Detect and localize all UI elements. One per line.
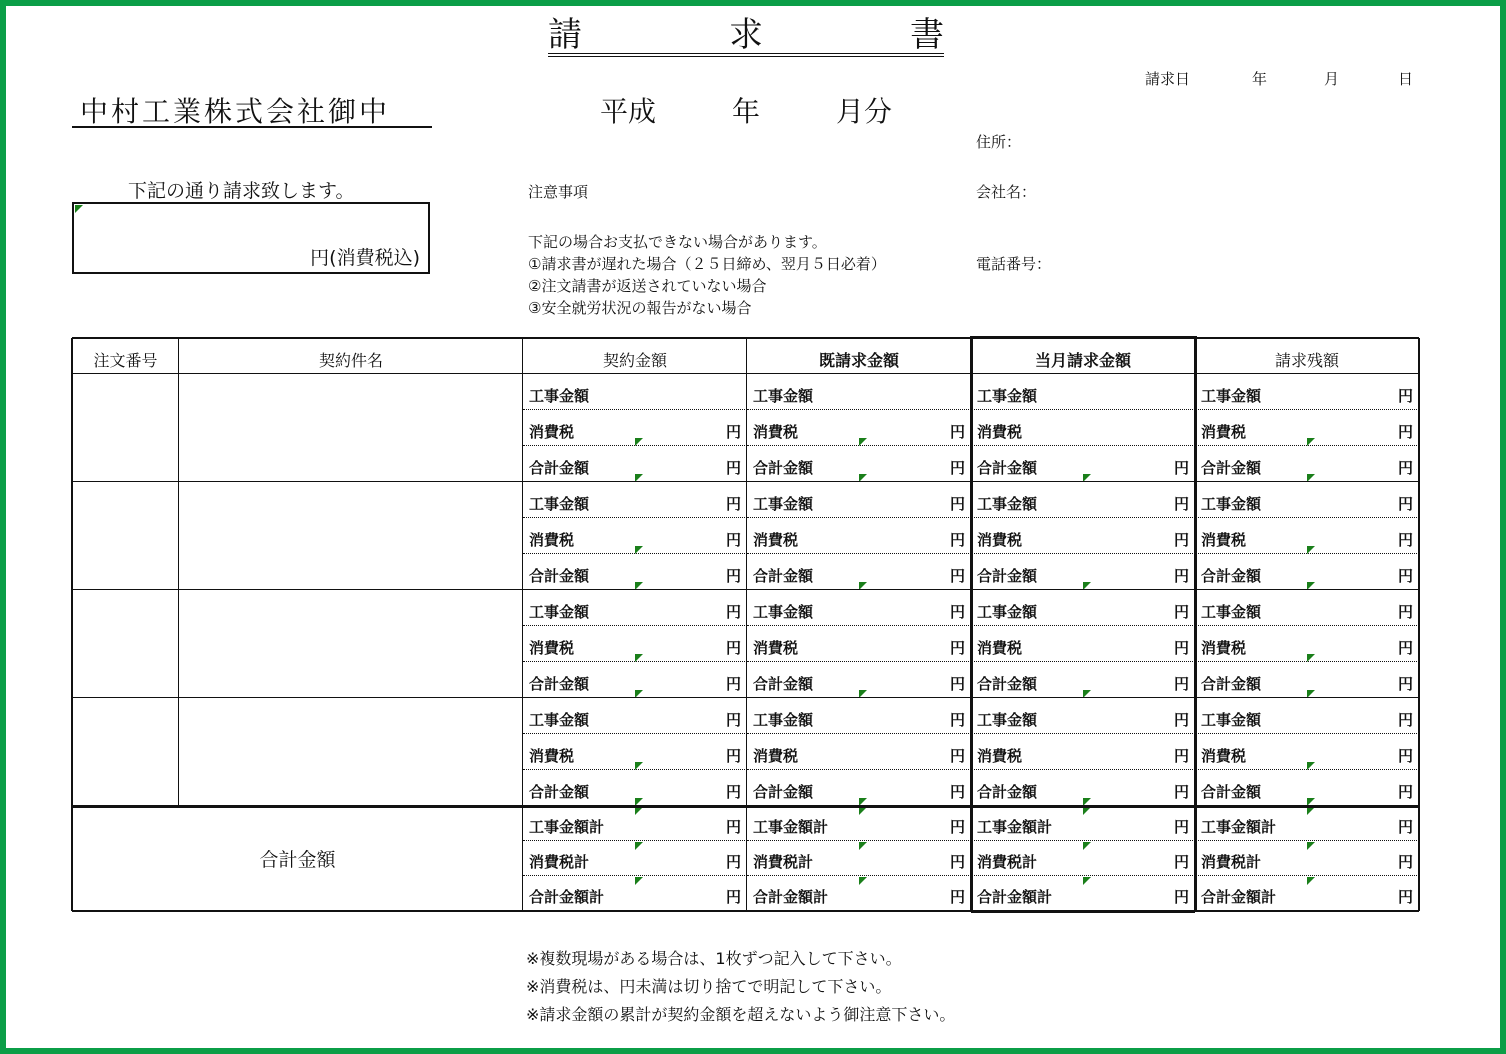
amount-cell[interactable] [971, 374, 1195, 410]
yen-unit: 円 [1397, 746, 1413, 765]
yen-unit: 円 [1173, 853, 1189, 871]
title-underline-double [548, 56, 944, 57]
title-underline [548, 53, 944, 54]
yen-unit: 円 [1397, 422, 1413, 441]
total-row-label: 合計金額計 [977, 888, 1053, 906]
yen-unit: 円 [949, 530, 965, 549]
amount-row-label: 工事金額 [977, 494, 1038, 513]
amount-row-label: 工事金額 [529, 710, 590, 729]
yen-unit: 円 [725, 422, 741, 441]
amount-row-label: 合計金額 [1201, 458, 1262, 477]
amount-cell[interactable] [971, 734, 1195, 770]
yen-unit: 円 [725, 746, 741, 765]
cell-comment-marker [1083, 877, 1091, 885]
yen-unit: 円 [1173, 674, 1189, 693]
total-row-label: 工事金額計 [1201, 818, 1277, 836]
invoice-date-month[interactable]: 月 [1324, 70, 1340, 88]
cell-comment-marker [1083, 842, 1091, 850]
amount-cell[interactable] [523, 698, 747, 734]
invoice-date-day[interactable]: 日 [1398, 70, 1414, 88]
amount-cell[interactable] [971, 626, 1195, 662]
sender-company-label: 会社名： [976, 183, 1037, 201]
yen-unit: 円 [725, 638, 741, 657]
amount-row-label: 消費税 [1201, 530, 1247, 549]
yen-unit: 円 [1173, 602, 1189, 621]
amount-row-label: 合計金額 [977, 674, 1038, 693]
contract-name-cell[interactable] [179, 590, 523, 698]
amount-row-label: 合計金額 [529, 458, 590, 477]
amount-cell[interactable] [747, 698, 971, 734]
amount-row-label: 工事金額 [1201, 494, 1262, 513]
amount-row-label: 工事金額 [529, 602, 590, 621]
yen-unit: 円 [1397, 638, 1413, 657]
amount-row-label: 工事金額 [753, 494, 814, 513]
yen-unit: 円 [725, 782, 741, 801]
notes-line: ③安全就労状況の報告がない場合 [528, 299, 752, 317]
document-title [548, 14, 944, 56]
cell-comment-marker [75, 205, 83, 213]
notes-line: 下記の場合お支払できない場合があります。 [528, 233, 827, 251]
yen-unit: 円 [1173, 530, 1189, 549]
amount-cell[interactable] [1195, 374, 1419, 410]
amount-cell[interactable] [971, 590, 1195, 626]
yen-unit: 円 [949, 746, 965, 765]
amount-row-label: 工事金額 [1201, 710, 1262, 729]
yen-unit: 円 [1173, 888, 1189, 906]
notes-heading: 注意事項 [528, 183, 589, 201]
yen-unit: 円 [949, 710, 965, 729]
cell-comment-marker [635, 762, 643, 770]
amount-row-label: 合計金額 [753, 566, 814, 585]
yen-unit: 円 [1397, 674, 1413, 693]
yen-unit: 円 [1173, 566, 1189, 585]
yen-unit: 円 [725, 494, 741, 513]
cell-comment-marker [635, 438, 643, 446]
amount-row-label: 消費税 [753, 746, 799, 765]
yen-unit: 円 [725, 853, 741, 871]
yen-unit: 円 [949, 818, 965, 836]
addressee: 中村工業株式会社御中 [80, 95, 391, 128]
yen-unit: 円 [725, 458, 741, 477]
footnote: ※請求金額の累計が契約金額を超えないよう御注意下さい。 [526, 1005, 956, 1024]
cell-comment-marker [1307, 654, 1315, 662]
cell-comment-marker [1307, 438, 1315, 446]
cell-comment-marker [1083, 807, 1091, 815]
amount-row-label: 消費税 [977, 422, 1023, 441]
yen-unit: 円 [725, 818, 741, 836]
amount-row-label: 合計金額 [977, 458, 1038, 477]
amount-cell[interactable] [747, 734, 971, 770]
amount-row-label: 合計金額 [1201, 674, 1262, 693]
cell-comment-marker [635, 842, 643, 850]
yen-unit: 円 [949, 422, 965, 441]
amount-cell[interactable] [1195, 482, 1419, 518]
amount-cell[interactable] [523, 482, 747, 518]
cell-comment-marker [1307, 546, 1315, 554]
yen-unit: 円 [1397, 602, 1413, 621]
cell-comment-marker [635, 654, 643, 662]
addressee-underline [72, 126, 432, 128]
amount-row-label: 工事金額 [1201, 602, 1262, 621]
grid-line [746, 338, 747, 911]
notes-line: ②注文請書が返送されていない場合 [528, 277, 767, 295]
amount-row-label: 合計金額 [977, 782, 1038, 801]
column-header: 契約金額 [602, 350, 667, 370]
yen-unit: 円 [1173, 494, 1189, 513]
amount-cell[interactable] [1195, 698, 1419, 734]
grid-line [1194, 336, 1197, 911]
grid-line [971, 336, 1195, 339]
yen-unit: 円 [725, 888, 741, 906]
amount-cell[interactable] [971, 518, 1195, 554]
amount-cell[interactable] [747, 482, 971, 518]
yen-unit: 円 [725, 710, 741, 729]
footnote: ※複数現場がある場合は、1枚ずつ記入して下さい。 [526, 949, 902, 968]
yen-unit: 円 [949, 782, 965, 801]
amount-cell[interactable] [971, 410, 1195, 446]
amount-row-label: 消費税 [753, 638, 799, 657]
total-row-label: 合計金額計 [529, 888, 605, 906]
yen-unit: 円 [1397, 566, 1413, 585]
amount-row-label: 消費税 [529, 422, 575, 441]
title-char: 書 [910, 15, 944, 55]
yen-unit: 円 [949, 674, 965, 693]
amount-cell[interactable] [523, 374, 747, 410]
yen-unit: 円 [1173, 458, 1189, 477]
total-amount-box[interactable] [72, 202, 430, 274]
total-row-label: 工事金額計 [529, 818, 605, 836]
sender-phone-label: 電話番号： [976, 255, 1052, 273]
grid-line [971, 910, 1195, 913]
yen-unit: 円 [949, 494, 965, 513]
column-header: 注文番号 [93, 350, 158, 370]
amount-row-label: 消費税 [1201, 638, 1247, 657]
yen-unit: 円 [1397, 386, 1413, 405]
yen-unit: 円 [1173, 818, 1189, 836]
amount-row-label: 消費税 [529, 746, 575, 765]
amount-row-label: 合計金額 [753, 782, 814, 801]
total-amount-unit: 円(消費税込) [310, 247, 420, 269]
total-row-label: 合計金額計 [753, 888, 829, 906]
yen-unit: 円 [1173, 638, 1189, 657]
amount-row-label: 消費税 [529, 638, 575, 657]
yen-unit: 円 [1397, 710, 1413, 729]
cell-comment-marker [635, 546, 643, 554]
period-year: 年 [732, 95, 761, 128]
yen-unit: 円 [949, 888, 965, 906]
order-number-cell[interactable] [72, 374, 179, 482]
amount-row-label: 工事金額 [529, 494, 590, 513]
cell-comment-marker [1307, 762, 1315, 770]
amount-cell[interactable] [747, 590, 971, 626]
notes-line: ①請求書が遅れた場合（２５日締め、翌月５日必着） [528, 255, 886, 273]
grid-line [522, 338, 523, 911]
total-row-label: 消費税計 [529, 853, 590, 871]
column-header: 請求残額 [1274, 350, 1339, 370]
amount-row-label: 消費税 [977, 638, 1023, 657]
yen-unit: 円 [725, 530, 741, 549]
grand-total-title: 合計金額 [259, 849, 336, 871]
yen-unit: 円 [1397, 458, 1413, 477]
amount-row-label: 合計金額 [1201, 566, 1262, 585]
order-number-cell[interactable] [72, 698, 179, 806]
cell-comment-marker [859, 807, 867, 815]
cell-comment-marker [1307, 807, 1315, 815]
column-header: 既請求金額 [818, 350, 899, 370]
cell-comment-marker [859, 877, 867, 885]
cell-comment-marker [635, 807, 643, 815]
amount-row-label: 合計金額 [753, 674, 814, 693]
cell-comment-marker [635, 877, 643, 885]
yen-unit: 円 [949, 638, 965, 657]
cell-comment-marker [1307, 842, 1315, 850]
yen-unit: 円 [725, 566, 741, 585]
order-number-cell[interactable] [72, 590, 179, 698]
intro-text: 下記の通り請求致します。 [128, 180, 355, 202]
yen-unit: 円 [725, 602, 741, 621]
yen-unit: 円 [949, 602, 965, 621]
amount-row-label: 消費税 [977, 530, 1023, 549]
total-row-label: 消費税計 [1201, 853, 1262, 871]
amount-row-label: 工事金額 [977, 386, 1038, 405]
amount-cell[interactable] [747, 374, 971, 410]
invoice-date-label: 請求日 [1145, 70, 1191, 88]
yen-unit: 円 [949, 853, 965, 871]
yen-unit: 円 [1397, 530, 1413, 549]
amount-cell[interactable] [1195, 590, 1419, 626]
cell-comment-marker [859, 842, 867, 850]
yen-unit: 円 [1397, 853, 1413, 871]
amount-row-label: 消費税 [529, 530, 575, 549]
amount-row-label: 工事金額 [1201, 386, 1262, 405]
footnote: ※消費税は、円未満は切り捨てで明記して下さい。 [526, 977, 892, 996]
cell-comment-marker [1307, 877, 1315, 885]
amount-row-label: 消費税 [753, 422, 799, 441]
cell-comment-marker [859, 438, 867, 446]
grid-line [1418, 338, 1420, 911]
yen-unit: 円 [1173, 782, 1189, 801]
amount-row-label: 消費税 [753, 530, 799, 549]
column-header: 契約件名 [318, 350, 383, 370]
period-era: 平成 [600, 95, 657, 128]
amount-row-label: 合計金額 [753, 458, 814, 477]
yen-unit: 円 [725, 674, 741, 693]
amount-row-label: 工事金額 [753, 710, 814, 729]
total-row-label: 消費税計 [977, 853, 1038, 871]
total-row-label: 工事金額計 [977, 818, 1053, 836]
yen-unit: 円 [1397, 782, 1413, 801]
amount-cell[interactable] [747, 626, 971, 662]
total-row-label: 消費税計 [753, 853, 814, 871]
amount-row-label: 工事金額 [977, 710, 1038, 729]
amount-row-label: 工事金額 [753, 602, 814, 621]
yen-unit: 円 [1397, 888, 1413, 906]
period-month: 月分 [836, 95, 893, 128]
amount-row-label: 合計金額 [529, 566, 590, 585]
grid-line [178, 338, 179, 806]
column-header: 当月請求金額 [1034, 350, 1131, 370]
total-row-label: 合計金額計 [1201, 888, 1277, 906]
amount-cell[interactable] [523, 590, 747, 626]
amount-row-label: 合計金額 [529, 782, 590, 801]
amount-row-label: 合計金額 [529, 674, 590, 693]
amount-cell[interactable] [971, 698, 1195, 734]
amount-row-label: 工事金額 [529, 386, 590, 405]
yen-unit: 円 [1173, 746, 1189, 765]
grid-line [970, 336, 973, 911]
amount-row-label: 消費税 [977, 746, 1023, 765]
amount-row-label: 工事金額 [753, 386, 814, 405]
amount-row-label: 消費税 [1201, 422, 1247, 441]
amount-row-label: 工事金額 [977, 602, 1038, 621]
total-row-label: 工事金額計 [753, 818, 829, 836]
title-char: 請 [548, 15, 582, 55]
yen-unit: 円 [949, 458, 965, 477]
amount-cell[interactable] [971, 482, 1195, 518]
contract-name-cell[interactable] [179, 482, 523, 590]
contract-name-cell[interactable] [179, 374, 523, 482]
invoice-date-year[interactable]: 年 [1252, 70, 1268, 88]
contract-name-cell[interactable] [179, 698, 523, 806]
amount-cell[interactable] [747, 518, 971, 554]
amount-row-label: 合計金額 [1201, 782, 1262, 801]
sender-address-label: 住所： [976, 133, 1022, 151]
grid-line [71, 338, 73, 911]
yen-unit: 円 [1397, 494, 1413, 513]
yen-unit: 円 [1397, 818, 1413, 836]
amount-row-label: 消費税 [1201, 746, 1247, 765]
title-char: 求 [729, 15, 763, 55]
yen-unit: 円 [949, 566, 965, 585]
order-number-cell[interactable] [72, 482, 179, 590]
yen-unit: 円 [1173, 710, 1189, 729]
amount-row-label: 合計金額 [977, 566, 1038, 585]
